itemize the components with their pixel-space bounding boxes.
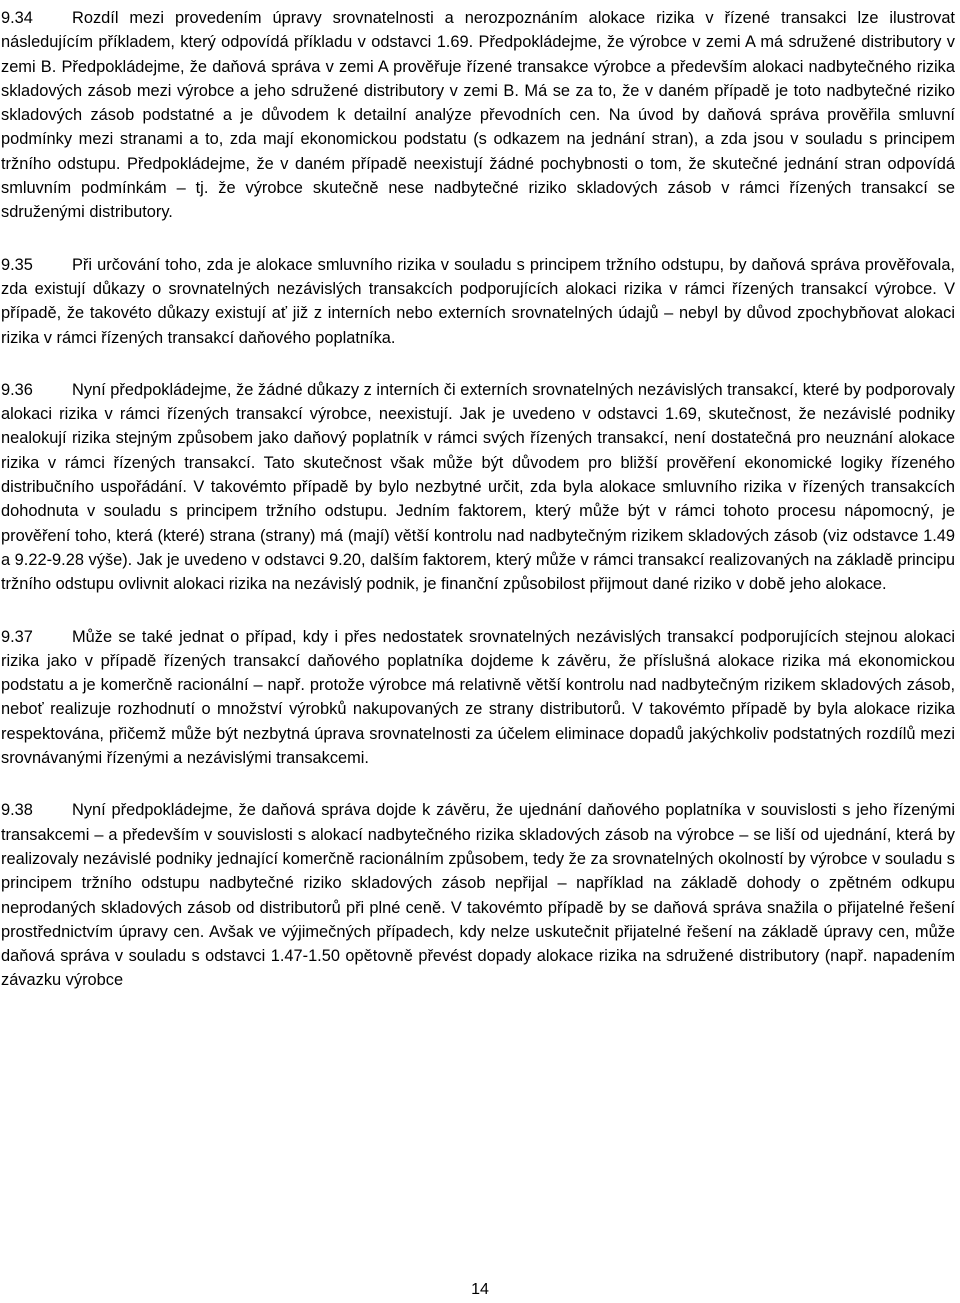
paragraph-number: 9.37 [1,627,33,646]
paragraph-text: Při určování toho, zda je alokace smluvního rizika v souladu s principem tržního odstupu, by daňová správa prověřovala, zda existují důkazy o srovnatelných nezávislých transakcích podporujících alokaci rizika v rámci řízených transakcí výrobce. V případě, že takovéto důkazy existují ať již z interních nebo externích srovnatelných údajů – nebyl by důvod zpochybňovat alokaci rizika v rámci řízených transakcí daňového poplatníka. [1,255,955,347]
paragraph-text: Rozdíl mezi provedením úpravy srovnatelnosti a nerozpoznáním alokace rizika v řízené transakci lze ilustrovat následujícím příkladem, který odpovídá příkladu v odstavci 1.69. Předpokládejme, že výrobce v zemi A má sdružené distributory v zemi B. Předpokládejme, že daňová správa v zemi A prověřuje řízené transakce výrobce a především alokaci nadbytečného rizika skladových zásob mezi výrobce a jeho sdružené distributory v zemi B. Má se za to, že v daném případě je toto nadbytečné riziko skladových zásob podstatné a je důvodem k detailní analýze převodních cen. Na úvod by daňová správa prověřila smluvní podmínky mezi stranami a to, zda mají ekonomickou podstatu (s odkazem na jednání stran), a zda jsou v souladu s principem tržního odstupu. Předpokládejme, že v daném případě neexistují žádné pochybnosti o tom, že skutečné jednání stran odpovídá smluvním podmínkám – tj. že výrobce skutečně nese nadbytečné riziko skladových zásob v rámci řízených transakcí se sdruženými distributory. [1,9,955,222]
page-number: 14 [471,1281,489,1298]
paragraph-9-38 [1,798,955,992]
paragraph-9-37 [1,625,955,771]
paragraph-text: Může se také jednat o případ, kdy i přes nedostatek srovnatelných nezávislých transakcí podporujících stejnou alokaci rizika jako v případě řízených transakcí daňového poplatníka dojdeme k závěru, že příslušná alokace rizika má ekonomickou podstatu a je komerčně racionální – např. protože výrobce má relativně větší kontrolu nad nadbytečným rizikem skladových zásob, neboť realizuje rozhodnutí o množství výrobků nakupovaných ze strany distributorů. V takovémto případě by byla alokace rizika respektována, přičemž může být nezbytná úprava srovnatelnosti za účelem eliminace dopadů jakýchkoliv podstatných rozdílů mezi srovnávanými řízenými a nezávislými transakcemi. [1,627,955,768]
paragraph-9-35 [1,253,955,350]
paragraph-number: 9.35 [1,255,33,274]
paragraph-number: 9.36 [1,380,33,399]
paragraph-number: 9.34 [1,9,33,27]
paragraph-text: Nyní předpokládejme, že žádné důkazy z interních či externích srovnatelných nezávislých transakcí, které by podporovaly alokaci rizika v rámci řízených transakcí výrobce, neexistují. Jak je uvedeno v odstavci 1.69, skutečnost, že nezávislé podniky nealokují rizika stejným způsobem jako daňový poplatník v rámci svých řízených transakcí, není dostatečná pro neuznání alokace rizika v rámci řízených transakcí. Tato skutečnost však může být důvodem pro bližší prověření ekonomické logiky řízeného distribučního uspořádání. V takovémto případě by bylo nezbytné určit, zda byla alokace smluvního rizika v řízených transakcích dohodnuta v souladu s principem tržního odstupu. Jedním faktorem, který může být v rámci tohoto procesu nápomocný, je prověření toho, která (které) strana (strany) má (mají) větší kontrolu nad nadbytečným rizikem skladových zásob (viz odstavce 1.49 a 9.22-9.28 výše). Jak je uvedeno v odstavci 9.20, dalším faktorem, který může v rámci transakcí realizovaných na základě principu tržního odstupu ovlivnit alokaci rizika na nezávislý podnik, je finanční způsobilost přijmout dané riziko v době jeho alokace. [1,380,955,594]
paragraph-number: 9.38 [1,801,33,820]
paragraph-9-36 [1,378,955,597]
paragraph-text: Nyní předpokládejme, že daňová správa dojde k závěru, že ujednání daňového poplatníka v souvislosti s jeho řízenými transakcemi – a především v souvislosti s alokací nadbytečného rizika skladových zásob na výrobce – se liší od ujednání, která by realizovaly nezávislé podniky jednající komerčně racionálním způsobem, tedy že za srovnatelných okolností by výrobce v souladu s principem tržního odstupu nadbytečné riziko skladových zásob nepřijal – například na základě dohody o zpětném odkupu neprodaných skladových zásob od distributorů při plné ceně. V takovémto případě by se daňová správa snažila o přijatelné řešení prostřednictvím úpravy cen. Avšak ve výjimečných případech, kdy nelze uskutečnit přijatelné řešení na základě úpravy cen, může daňová správa v souladu s odstavci 1.47-1.50 opětovně převést dopady alokace rizika na sdružené distributory (např. napadením závazku výrobce [1,801,955,990]
paragraph-9-34 [1,6,955,225]
